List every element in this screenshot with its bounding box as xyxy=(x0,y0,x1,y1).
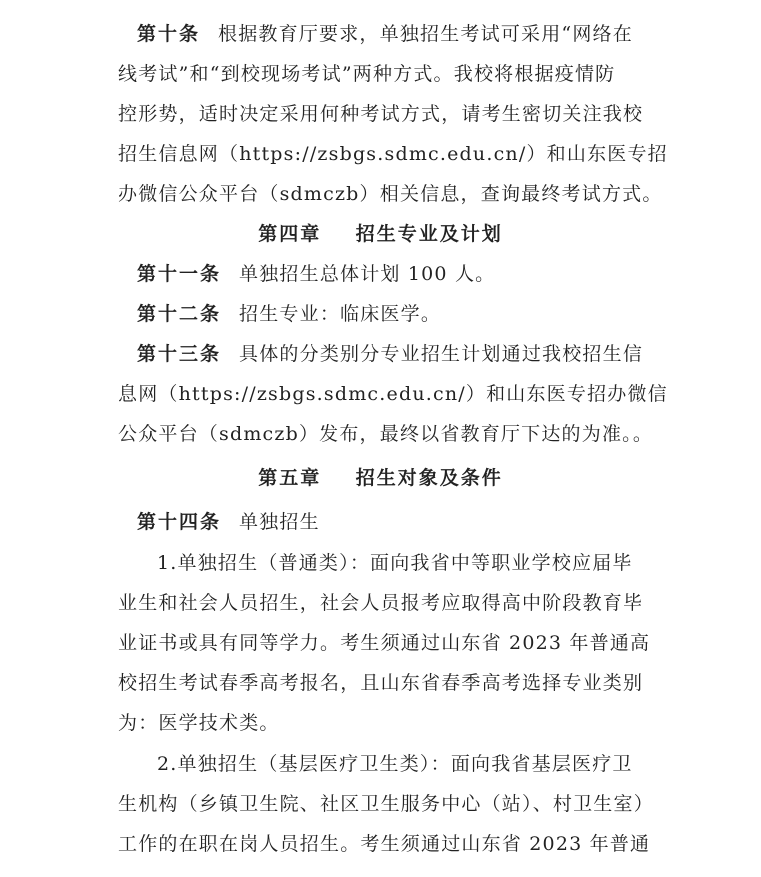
article-13-line-3: 公众平台（sdmczb）发布，最终以省教育厅下达的为准。。 xyxy=(118,423,654,445)
article-12-line xyxy=(137,294,677,334)
article-14-text: 单独招生 xyxy=(239,511,320,533)
article-12-label: 第十二条 xyxy=(137,303,222,325)
article-11-label: 第十一条 xyxy=(137,263,222,285)
item-1-line-2: 业生和社会人员招生，社会人员报考应取得高中阶段教育毕 xyxy=(118,592,644,614)
item-1-line-1: 1.单独招生（普通类）：面向我省中等职业学校应届毕 xyxy=(157,552,633,574)
item-2-line-1: 2.单独招生（基层医疗卫生类）：面向我省基层医疗卫 xyxy=(157,753,633,775)
chapter-4-heading: 第四章 招生专业及计划 xyxy=(258,223,503,245)
article-14-line xyxy=(137,502,677,542)
article-10-label: 第十条 xyxy=(137,23,201,45)
article-13-line-1 xyxy=(137,334,677,374)
item-1-line-3: 业证书或具有同等学力。考生须通过山东省 2023 年普通高 xyxy=(118,632,651,654)
article-10-text-1: 根据教育厅要求，单独招生考试可采用“网络在 xyxy=(218,23,633,45)
article-11-line xyxy=(137,254,677,294)
article-12-text: 招生专业：临床医学。 xyxy=(239,303,442,325)
article-10-line-4: 招生信息网（https://zsbgs.sdmc.edu.cn/）和山东医专招 xyxy=(118,143,668,165)
article-13-line-2: 息网（https://zsbgs.sdmc.edu.cn/）和山东医专招办微信 xyxy=(118,383,668,405)
chapter-5-heading: 第五章 招生对象及条件 xyxy=(258,467,503,489)
article-10-line-2: 线考试”和“到校现场考试”两种方式。我校将根据疫情防 xyxy=(118,63,616,85)
item-1-line-5: 为：医学技术类。 xyxy=(118,712,280,734)
article-14-label: 第十四条 xyxy=(137,511,222,533)
article-10-line-5: 办微信公众平台（sdmczb）相关信息，查询最终考试方式。 xyxy=(118,183,663,205)
item-2-line-3: 工作的在职在岗人员招生。考生须通过山东省 2023 年普通 xyxy=(118,833,651,855)
item-2-line-2: 生机构（乡镇卫生院、社区卫生服务中心（站）、村卫生室） xyxy=(118,793,654,815)
article-10-line-1 xyxy=(137,14,677,54)
article-13-text-1: 具体的分类别分专业招生计划通过我校招生信 xyxy=(239,343,644,365)
item-1-line-4: 校招生考试春季高考报名，且山东省春季高考选择专业类别 xyxy=(118,672,644,694)
article-10-line-3: 控形势，适时决定采用何种考试方式，请考生密切关注我校 xyxy=(118,103,644,125)
article-13-label: 第十三条 xyxy=(137,343,222,365)
article-11-text: 单独招生总体计划 100 人。 xyxy=(239,263,496,285)
